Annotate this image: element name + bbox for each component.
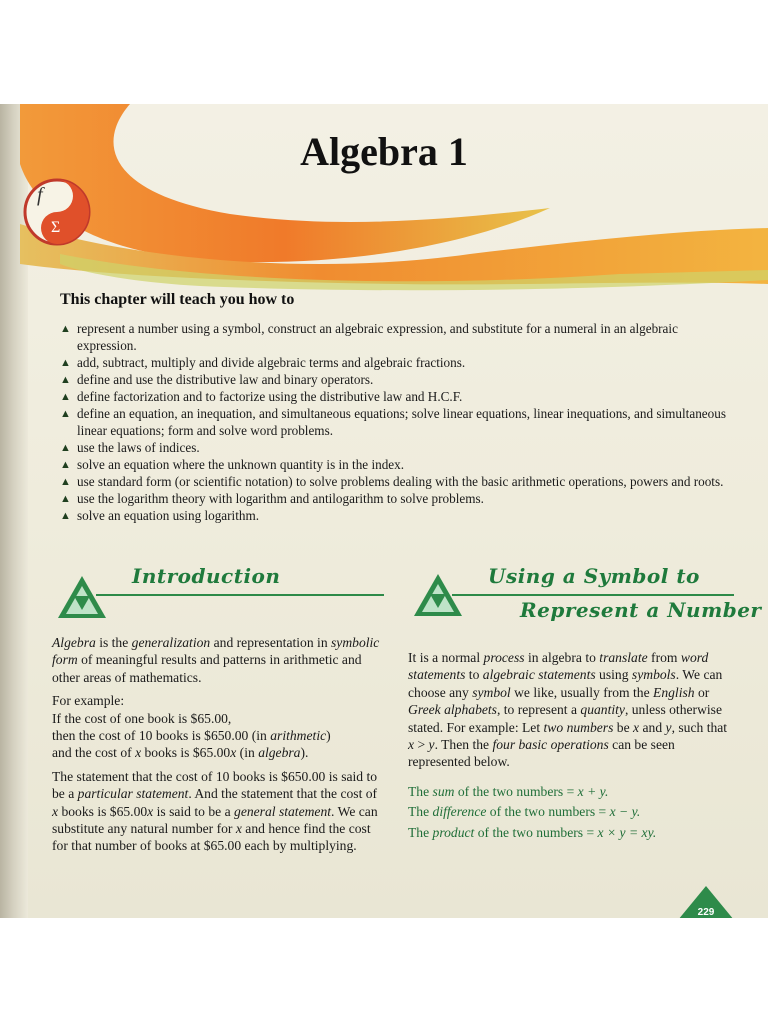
symbol-body <box>408 649 734 841</box>
list-item: ▲ use the laws of indices. <box>60 440 200 455</box>
list-item: ▲ define an equation, an inequation, and simultaneous equations; solve linear equations, linear inequations, and simultaneous linear equations; form and solve word problems. <box>60 406 726 438</box>
bullet-triangle-icon: ▲ <box>60 493 71 505</box>
sum-line: The sum of the two numbers = x + y. <box>408 783 609 799</box>
symbol-heading-line-1: Using a Symbol to <box>488 564 700 588</box>
statement-paragraph: The statement that the cost of 10 books is $650.00 is said to be a particular statement. And the statement that the cost of x books is $65.00x is said to be a general statement. We can substitute any natural number for x and hence find the cost for that number of books at $65.00 each by multiplying. <box>52 768 378 854</box>
list-item: ▲ define factorization and to factorize using the distributive law and H.C.F. <box>60 389 463 404</box>
page-number-badge <box>678 886 734 918</box>
symbol-paragraph: It is a normal process in algebra to translate from word statements to algebraic statements using symbols. We can choose any symbol we like, usually from the English or Greek alphabets, to represent a quantity, unless otherwise stated. For example: Let two numbers be x and y, such that x > y. Then the four basic operations can be seen represented below. <box>408 650 728 770</box>
introduction-heading: Introduction <box>132 564 281 588</box>
example-line-2: then the cost of 10 books is $650.00 (in arithmetic) <box>52 728 331 744</box>
bullet-triangle-icon: ▲ <box>60 357 71 369</box>
triangle-emblem-icon <box>56 574 108 620</box>
objectives-list <box>60 320 728 524</box>
emblem-f: f <box>37 184 43 206</box>
list-item: ▲ represent a number using a symbol, construct an algebraic expression, and substitute for a numeral in an algebraic expression. <box>60 321 678 353</box>
difference-line: The difference of the two numbers = x − y. <box>408 804 641 820</box>
example-line-1: If the cost of one book is $65.00, <box>52 710 232 726</box>
book-page-photo <box>0 104 768 918</box>
introduction-rule <box>96 594 384 596</box>
bullet-triangle-icon: ▲ <box>60 408 71 420</box>
bullet-triangle-icon: ▲ <box>60 374 71 386</box>
bullet-triangle-icon: ▲ <box>60 391 71 403</box>
list-item: ▲ add, subtract, multiply and divide algebraic terms and algebraic fractions. <box>60 355 466 370</box>
bullet-triangle-icon: ▲ <box>60 476 71 488</box>
symbol-heading-line-2: Represent a Number <box>520 598 762 622</box>
list-item: ▲ solve an equation using logarithm. <box>60 508 260 523</box>
bullet-triangle-icon: ▲ <box>60 323 71 335</box>
symbol-heading-rule <box>452 594 734 596</box>
list-item: ▲ solve an equation where the unknown quantity is in the index. <box>60 457 405 472</box>
list-item: ▲ use standard form (or scientific notation) to solve problems dealing with the basic arithmetic operations, powers and roots. <box>60 474 724 489</box>
bullet-triangle-icon: ▲ <box>60 459 71 471</box>
example-line-3: and the cost of x books is $65.00x (in algebra). <box>52 745 309 761</box>
bullet-triangle-icon: ▲ <box>60 442 71 454</box>
bullet-triangle-icon: ▲ <box>60 510 71 522</box>
chapter-title: Algebra 1 <box>300 129 468 174</box>
page-number: 229 <box>697 907 715 918</box>
emblem-sigma: Σ <box>51 219 61 236</box>
list-item: ▲ define and use the distributive law and binary operators. <box>60 372 374 387</box>
example-label: For example: <box>52 693 125 709</box>
product-line: The product of the two numbers = x × y = xy. <box>408 824 657 840</box>
list-item: ▲ use the logarithm theory with logarithm and antilogarithm to solve problems. <box>60 491 484 506</box>
objectives-heading: This chapter will teach you how to <box>60 291 295 308</box>
introduction-body <box>52 634 380 861</box>
introduction-paragraph: Algebra is the generalization and representation in symbolic form of meaningful results and patterns in arithmetic and other areas of mathematics. <box>52 635 380 685</box>
